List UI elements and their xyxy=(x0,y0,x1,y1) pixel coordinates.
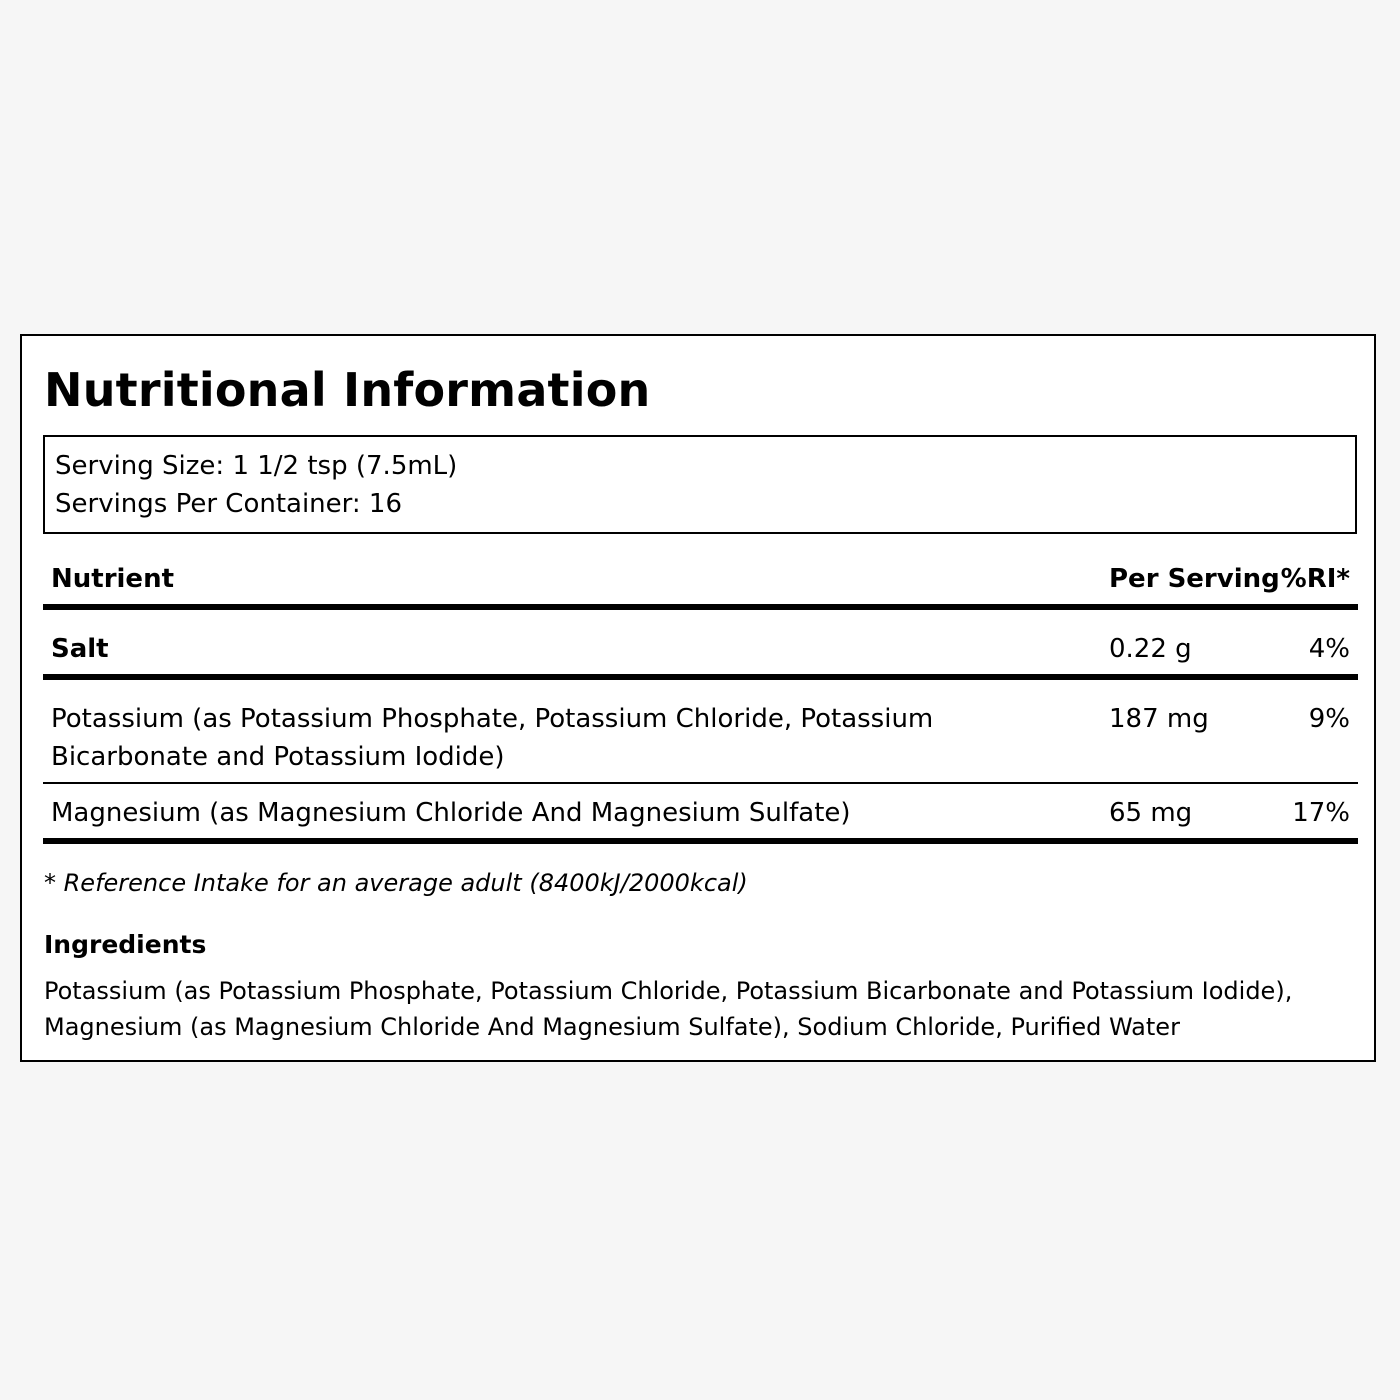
salt-rule xyxy=(43,674,1358,680)
header-rule xyxy=(43,604,1358,610)
row-magnesium-nutrient: Magnesium (as Magnesium Chloride And Magnesium Sulfate) xyxy=(51,798,851,828)
row-salt-nutrient: Salt xyxy=(51,634,109,664)
table-bottom-rule xyxy=(43,838,1358,844)
ingredients-text: Potassium (as Potassium Phosphate, Potassium Chloride, Potassium Bicarbonate and Potassium Iodide), Magnesium (as Magnesium Chloride And Magnesium Sulfate), Sodium Chloride, Purified Water xyxy=(44,977,1293,1041)
row-potassium-nutrient-line1: Potassium (as Potassium Phosphate, Potassium Chloride, Potassium xyxy=(51,704,934,734)
row-potassium-nutrient-line2: Bicarbonate and Potassium Iodide) xyxy=(51,742,505,772)
row-salt-per-serving: 0.22 g xyxy=(1109,634,1192,664)
servings-per-container: Servings Per Container: 16 xyxy=(55,489,403,519)
row-magnesium-per-serving: 65 mg xyxy=(1109,798,1193,828)
header-nutrient: Nutrient xyxy=(51,564,175,594)
header-ri: %RI* xyxy=(1280,564,1350,594)
ingredients-heading: Ingredients xyxy=(44,930,207,959)
label-title: Nutritional Information xyxy=(44,363,651,417)
serving-size: Serving Size: 1 1/2 tsp (7.5mL) xyxy=(55,451,458,481)
nutrition-label xyxy=(20,334,1376,1062)
potassium-rule xyxy=(43,782,1358,784)
row-potassium-per-serving: 187 mg xyxy=(1109,704,1209,734)
row-potassium-ri: 9% xyxy=(1308,704,1350,734)
header-per-serving: Per Serving xyxy=(1109,564,1280,594)
serving-info-box xyxy=(43,435,1357,534)
row-salt-ri: 4% xyxy=(1308,634,1350,664)
reference-intake-footnote: * Reference Intake for an average adult (8400kJ/2000kcal) xyxy=(44,869,748,897)
row-magnesium-ri: 17% xyxy=(1292,798,1350,828)
